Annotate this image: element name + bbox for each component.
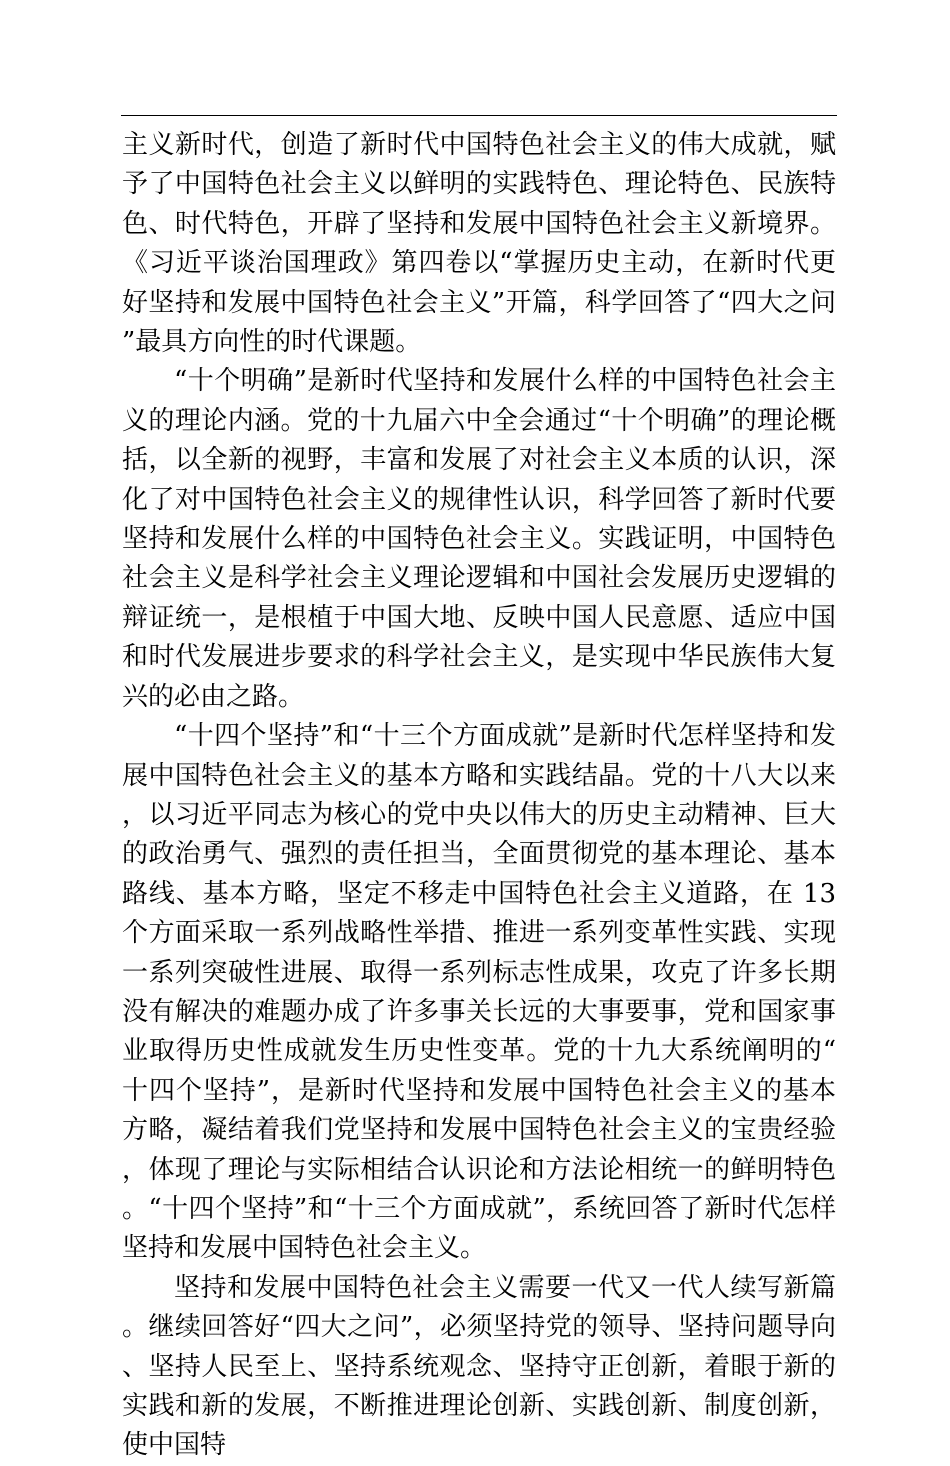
paragraph-4: 坚持和发展中国特色社会主义需要一代又一代人续写新篇。继续回答好“四大之问”，必须坚持党的领导、坚持问题导向、坚持人民至上、坚持系统观念、坚持守正创新，着眼于新的实践和新的发展，不断推进理论创新、实践创新、制度创新，使中国特: [122, 1272, 836, 1461]
paragraph-2: “十个明确”是新时代坚持和发展什么样的中国特色社会主义的理论内涵。党的十九届六中全会通过“十个明确”的理论概括，以全新的视野，丰富和发展了对社会主义本质的认识，深化了对中国特色社会主义的规律性认识，科学回答了新时代要坚持和发展什么样的中国特色社会主义。实践证明，中国特色社会主义是科学社会主义理论逻辑和中国社会发展历史逻辑的辩证统一，是根植于中国大地、反映中国人民意愿、适应中国和时代发展进步要求的科学社会主义，是实现中华民族伟大复兴的必由之路。: [122, 366, 836, 712]
paragraph-3: “十四个坚持”和“十三个方面成就”是新时代怎样坚持和发展中国特色社会主义的基本方略和实践结晶。党的十八大以来，以习近平同志为核心的党中央以伟大的历史主动精神、巨大的政治勇气、强烈的责任担当，全面贯彻党的基本理论、基本路线、基本方略，坚定不移走中国特色社会主义道路，在 13 个方面采取一系列战略性举措、推进一系列变革性实践、实现一系列突破性进展、取得一系列标志性成果，攻克了许多长期没有解决的难题办成了许多事关长远的大事要事，党和国家事业取得历史性成就发生历史性变革。党的十九大系统阐明的“十四个坚持”，是新时代坚持和发展中国特色社会主义的基本方略，凝结着我们党坚持和发展中国特色社会主义的宝贵经验，体现了理论与实际相结合认识论和方法论相统一的鲜明特色。“十四个坚持”和“十三个方面成就”，系统回答了新时代怎样坚持和发展中国特色社会主义。: [122, 721, 836, 1264]
body-text: [122, 126, 836, 1466]
paragraph-1: 主义新时代，创造了新时代中国特色社会主义的伟大成就，赋予了中国特色社会主义以鲜明的实践特色、理论特色、民族特色、时代特色，开辟了坚持和发展中国特色社会主义新境界。《习近平谈治国理政》第四卷以“掌握历史主动，在新时代更好坚持和发展中国特色社会主义”开篇，科学回答了“四大之问”最具方向性的时代课题。: [122, 130, 836, 358]
header-divider: [121, 115, 837, 116]
